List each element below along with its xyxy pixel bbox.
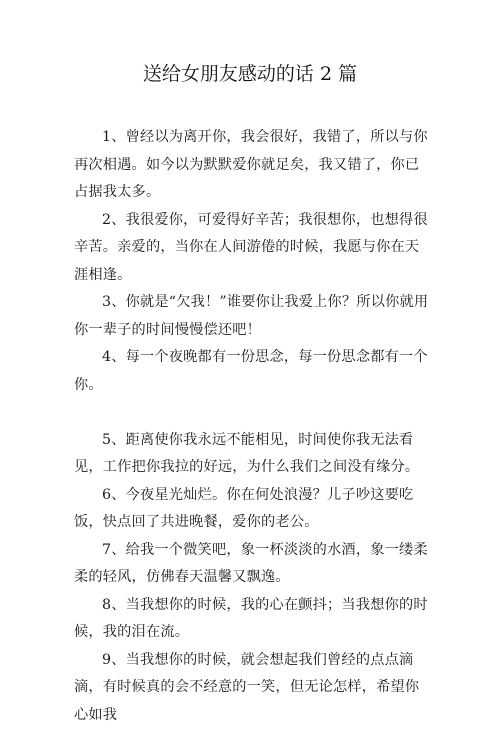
paragraph-9: 9、当我想你的时候，就会想起我们曾经的点点滴滴，有时候真的会不经意的一笑，但无论怎样，希望你心如我 bbox=[74, 647, 430, 729]
paragraph-2: 2、我很爱你，可爱得好辛苦；我很想你，也想得很辛苦。亲爱的，当你在人间游倦的时候，我愿与你在天涯相逢。 bbox=[74, 207, 430, 290]
paragraph-1: 1、曾经以为离开你，我会很好，我错了，所以与你再次相遇。如今以为默默爱你就足矣，我又错了，你已占据我太多。 bbox=[74, 124, 430, 207]
paragraph-3: 3、你就是“欠我！”谁要你让我爱上你？所以你就用你一辈子的时间慢慢偿还吧！ bbox=[74, 289, 430, 344]
paragraph-7: 7、给我一个微笑吧，象一杯淡淡的水酒，象一缕柔柔的轻风，仿佛春天温馨又飘逸。 bbox=[74, 537, 430, 592]
document-title: 送给女朋友感动的话 2 篇 bbox=[0, 60, 500, 88]
document-body bbox=[74, 124, 430, 729]
paragraph-5: 5、距离使你我永远不能相见，时间使你我无法看见，工作把你我拉的好远，为什么我们之间没有缘分。 bbox=[74, 427, 430, 482]
paragraph-8: 8、当我想你的时候，我的心在颤抖；当我想你的时候，我的泪在流。 bbox=[74, 592, 430, 647]
paragraph-6: 6、今夜星光灿烂。你在何处浪漫？儿子吵这要吃饭，快点回了共进晚餐，爱你的老公。 bbox=[74, 482, 430, 537]
paragraph-4: 4、每一个夜晚都有一份思念，每一份思念都有一个你。 bbox=[74, 344, 430, 399]
